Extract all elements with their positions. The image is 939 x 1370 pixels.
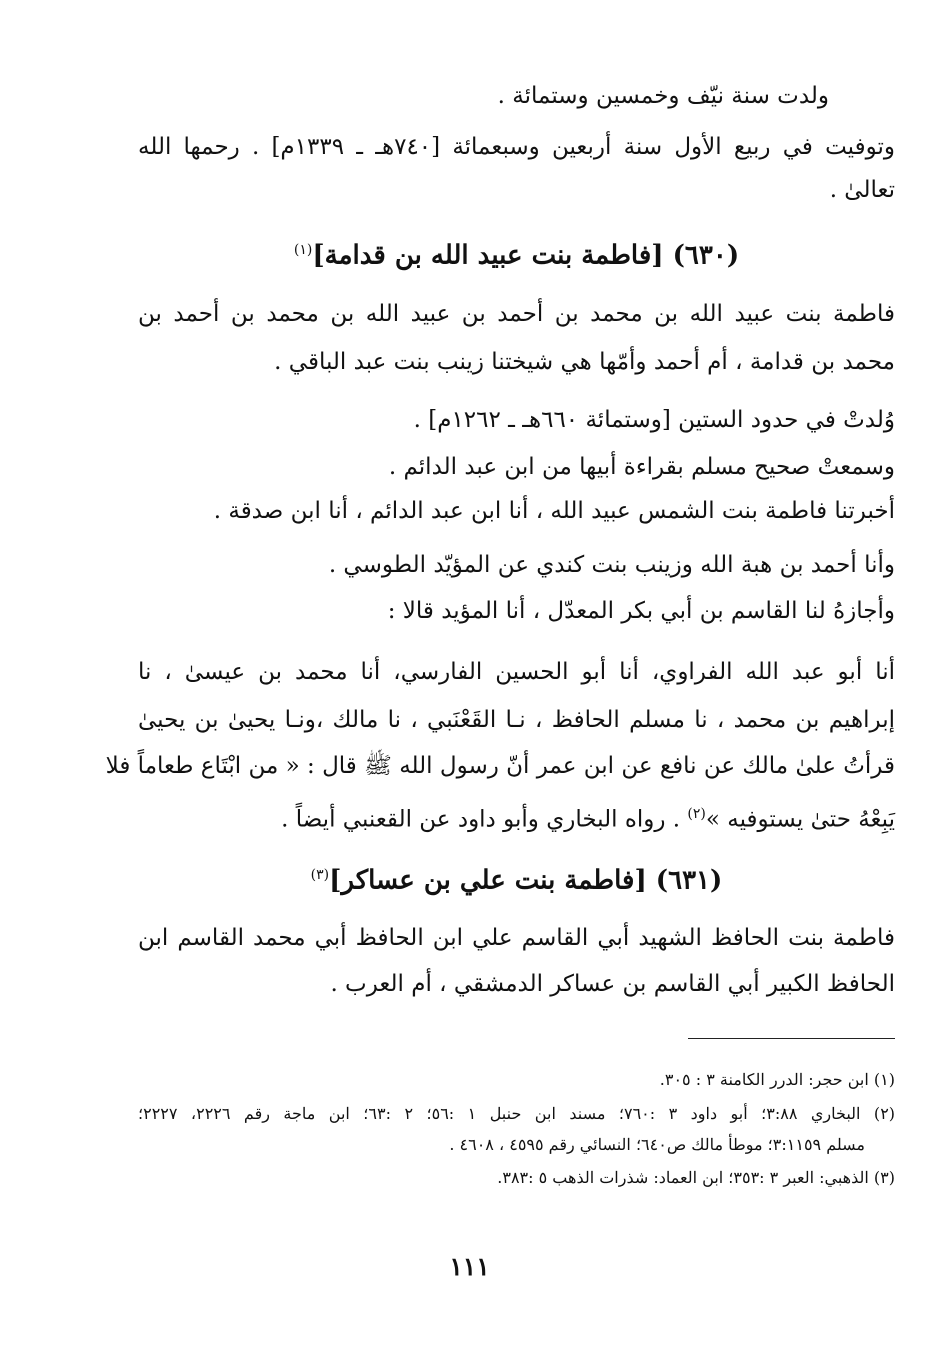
- footnote-ref: (٢): [687, 806, 706, 822]
- footnote-item: (١) ابن حجر: الدرر الكامنة ٣ : ٣٠٥.: [659, 1070, 895, 1089]
- paragraph-line: أنا أبو عبد الله الفراوي، أنا أبو الحسين الفارسي، أنا محمد بن عيسىٰ ، نا: [138, 659, 895, 685]
- paragraph-line: فاطمة بنت عبيد الله بن محمد بن أحمد بن عبيد الله بن محمد بن أحمد بن: [138, 301, 895, 327]
- hadith-source-text: . رواه البخاري وأبو داود عن القعنبي أيضاً .: [281, 806, 688, 833]
- paragraph-line: فاطمة بنت الحافظ الشهيد أبي القاسم علي ابن الحافظ أبي محمد القاسم ابن: [138, 925, 895, 951]
- paragraph-line: وأنا أحمد بن هبة الله وزينب بنت كندي عن المؤيّد الطوسي .: [328, 552, 895, 578]
- paragraph-line: أخبرتنا فاطمة بنت الشمس عبيد الله ، أنا ابن عبد الدائم ، أنا ابن صدقة .: [213, 498, 895, 524]
- footnote-item: (٢) البخاري ٣:٨٨؛ أبو داود ٣ :٧٦٠؛ مسند ابن حنبل ١ :٥٦؛ ٢ :٦٣؛ ابن ماجة رقم ٢٢٢٦، ٢٢٢٧؛: [138, 1104, 896, 1123]
- entry-heading-title: (٦٣٠) [فاطمة بنت عبيد الله بن قدامة]: [312, 240, 740, 271]
- entry-heading-title: (٦٣١) [فاطمة بنت علي بن عساكر]: [329, 865, 723, 896]
- footnote-item: (٣) الذهبي: العبر ٣ :٣٥٣؛ ابن العماد: شذرات الذهب ٥ :٣٨٣.: [497, 1168, 895, 1187]
- paragraph-line: تعالىٰ .: [829, 177, 895, 203]
- paragraph-line: وُلدتْ في حدود الستين [وستمائة ٦٦٠هـ ـ ١٢٦٢م] .: [413, 407, 895, 433]
- footnote-ref: (١): [293, 242, 313, 258]
- hadith-text: يَبِعْهُ حتىٰ يستوفيه »: [705, 806, 895, 833]
- paragraph-line: إبراهيم بن محمد ، نا مسلم الحافظ ، نـا القَعْنَبي ، نا مالك ،ونـا يحيىٰ بن يحيىٰ: [138, 707, 895, 733]
- paragraph-line: وتوفيت في ربيع الأول سنة أربعين وسبعمائة [٧٤٠هـ ـ ١٣٣٩م] . رحمها الله: [138, 134, 895, 160]
- paragraph-line: وأجازهُ لنا القاسم بن أبي بكر المعدّل ، أنا المؤيد قالا :: [387, 598, 895, 624]
- footnote-ref: (٣): [310, 867, 330, 883]
- paragraph-line: وسمعتْ صحيح مسلم بقراءة أبيها من ابن عبد الدائم .: [388, 454, 895, 480]
- paragraph-line: ولدت سنة نيّف وخمسين وستمائة .: [497, 83, 829, 109]
- paragraph-line: قرأتُ علىٰ مالك عن نافع عن ابن عمر أنّ رسول الله ﷺ قال : « من ابْتَاع طعاماً فلا: [105, 753, 895, 779]
- footnote-item: مسلم ٣:١١٥٩؛ موطأ مالك ص٦٤٠؛ النسائي رقم ٤٥٩٥ ، ٤٦٠٨ .: [449, 1135, 865, 1154]
- paragraph-line: محمد بن قدامة ، أم أحمد وأمّها هي شيختنا زينب بنت عبد الباقي .: [274, 349, 895, 375]
- paragraph-line: الحافظ الكبير أبي القاسم بن عساكر الدمشقي ، أم العرب .: [330, 971, 895, 997]
- page-number: ١١١: [449, 1252, 490, 1281]
- footnotes: [105, 0, 896, 1200]
